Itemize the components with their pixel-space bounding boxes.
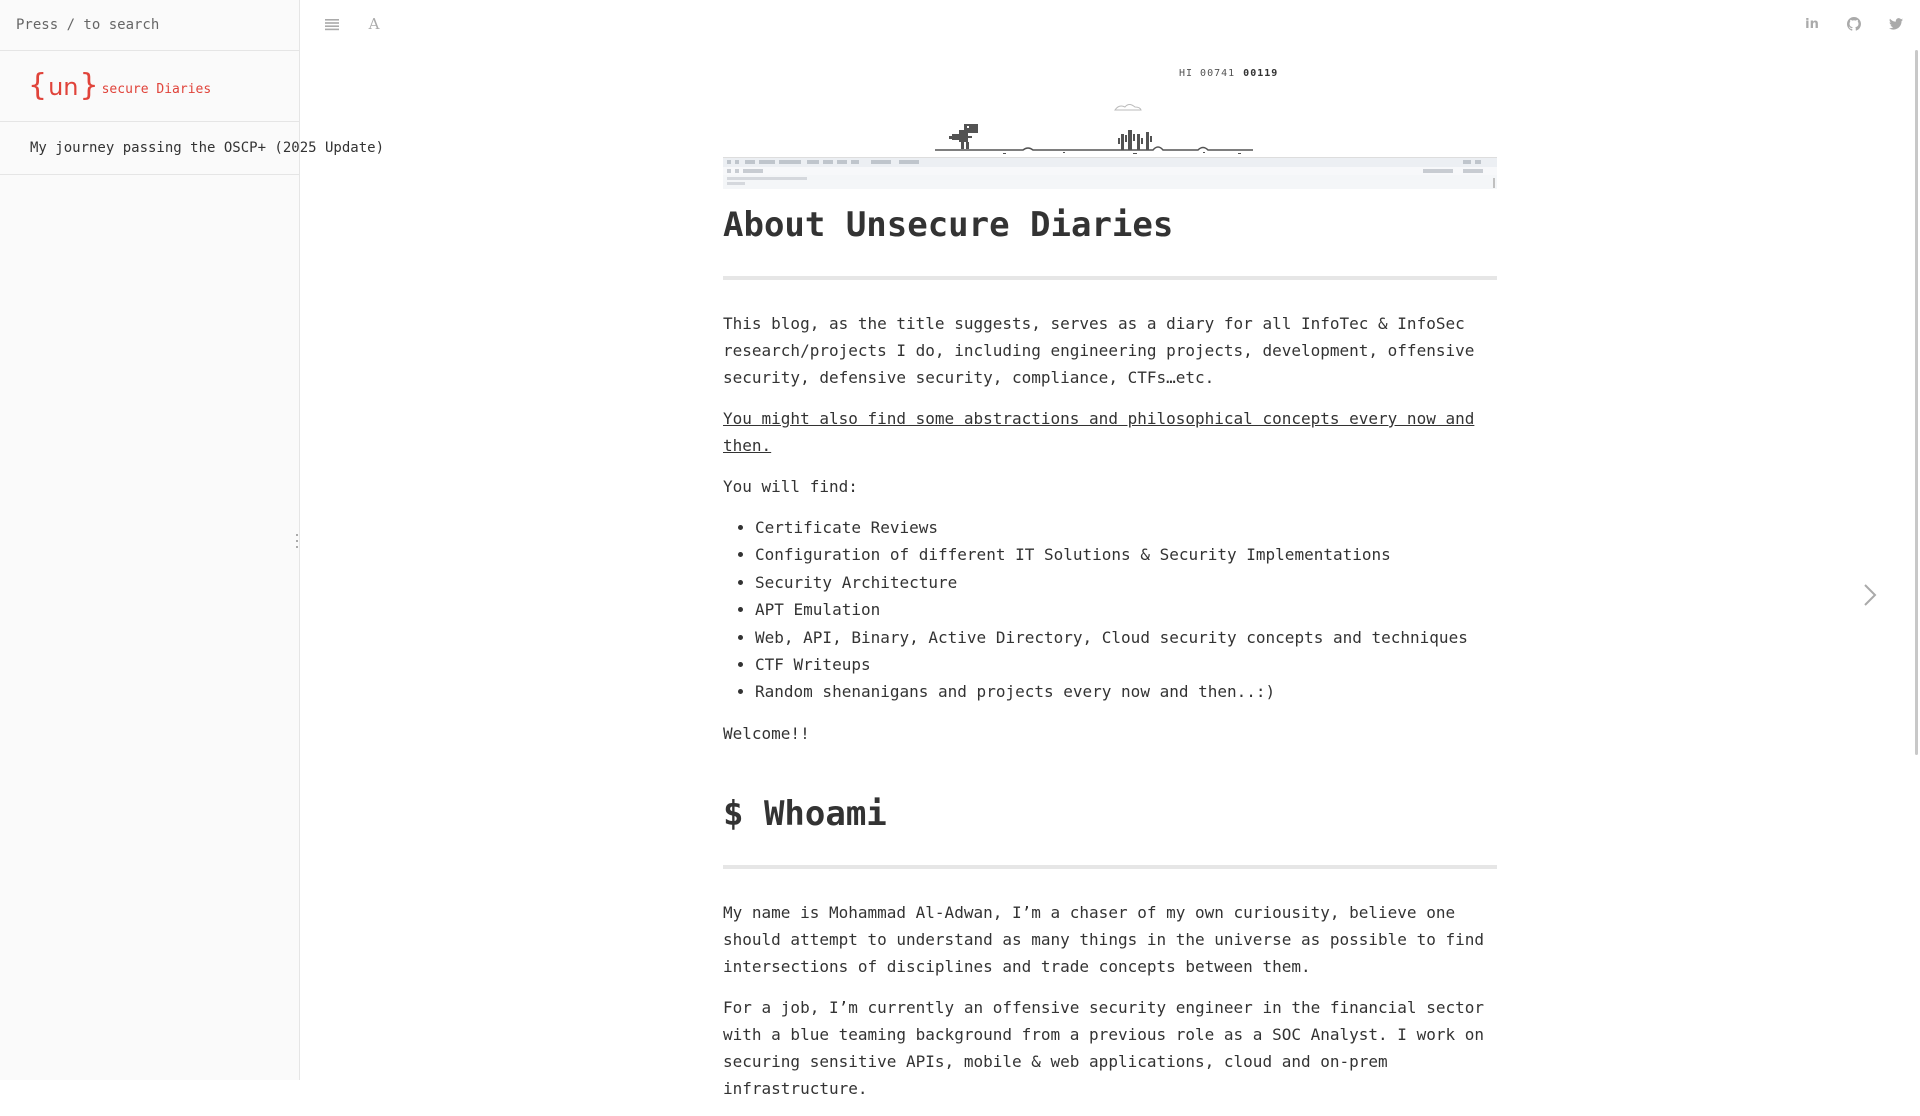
browser-screenshot-strip [723, 157, 1497, 189]
font-settings-button[interactable] [364, 14, 384, 34]
github-icon [1847, 17, 1861, 31]
list-item: • CTF Writeups [755, 651, 1497, 678]
font-icon: A [368, 15, 380, 33]
whoami-divider [723, 865, 1497, 869]
sidebar [0, 0, 385, 1080]
grip-dot [296, 546, 298, 548]
list-item: • APT Emulation [755, 596, 1497, 623]
page-scrollbar[interactable] [1912, 0, 1920, 1080]
linkedin-link[interactable] [1802, 14, 1822, 34]
welcome-text: Welcome!! [723, 723, 810, 743]
search-box [0, 0, 299, 51]
sidebar-resize-handle[interactable] [295, 534, 299, 548]
toc-toggle-button[interactable] [322, 14, 342, 34]
github-link[interactable] [1844, 14, 1864, 34]
main-content [723, 50, 1497, 1116]
logo-text: secure Diaries [101, 82, 212, 97]
whoami-heading: $ Whoami [723, 793, 887, 834]
grip-dot [296, 540, 298, 542]
search-input[interactable] [14, 16, 284, 34]
twitter-icon [1889, 18, 1903, 30]
next-page-button[interactable] [1858, 580, 1882, 610]
twitter-link[interactable] [1886, 14, 1906, 34]
linkedin-icon: in [1805, 16, 1819, 32]
dino-game-illustration [723, 50, 1497, 157]
dino-current-score: 00119 [1243, 68, 1279, 79]
sidebar-item-label: My journey passing the OSCP+ (2025 Update) [30, 140, 385, 156]
you-will-find-label: You will find: [723, 477, 858, 496]
intro-paragraph: This blog, as the title suggests, serves as a diary for all InfoTec & InfoSec research/projects I do, including engineering projects, development, offensive security, defensive security, compliance, CTFs…etc. [723, 314, 1475, 387]
browser-strip-graphic [723, 158, 1497, 190]
dino-hi-score: HI 00741 [1179, 68, 1236, 79]
list-item: • Random shenanigans and projects every now and then..:) [755, 678, 1497, 705]
whoami-paragraph-2: For a job, I’m currently an offensive security engineer in the financial sector with a blue teaming background from a previous role as a SOC Analyst. I work on securing sensitive APIs, mobile & web applications, cloud and on-prem infrastructure. [723, 997, 1484, 1098]
site-logo[interactable] [28, 68, 212, 103]
topbar-left [322, 14, 384, 34]
whoami-paragraph-1: My name is Mohammad Al-Adwan, I’m a chaser of my own curiousity, believe one should attempt to understand as many things in the universe as possible to find intersections of disciplines and trade concepts between them. [723, 902, 1484, 976]
logo-brace-open: { [28, 68, 48, 103]
logo-brace-close: } [79, 68, 99, 103]
list-item: • Security Architecture [755, 569, 1497, 596]
topbar-right [1802, 14, 1906, 34]
topics-list [723, 514, 1497, 706]
page-title: About Unsecure Diaries [723, 205, 1174, 245]
logo-un: un [48, 73, 79, 101]
list-item: • Certificate Reviews [755, 514, 1497, 541]
list-item: • Web, API, Binary, Active Directory, Cloud security concepts and techniques [755, 624, 1497, 651]
logo-row [0, 51, 299, 122]
scrollbar-thumb[interactable] [1915, 50, 1918, 755]
title-divider [723, 276, 1497, 280]
banner-image [723, 50, 1497, 190]
list-item: • Configuration of different IT Solutions & Security Implementations [755, 541, 1497, 568]
chevron-right-icon [1863, 583, 1877, 607]
dino-score [1179, 68, 1278, 79]
list-icon [324, 17, 340, 31]
sidebar-item-oscp[interactable] [0, 122, 385, 175]
grip-dot [296, 534, 298, 536]
abstractions-paragraph: You might also find some abstractions and philosophical concepts every now and then. [723, 409, 1475, 455]
